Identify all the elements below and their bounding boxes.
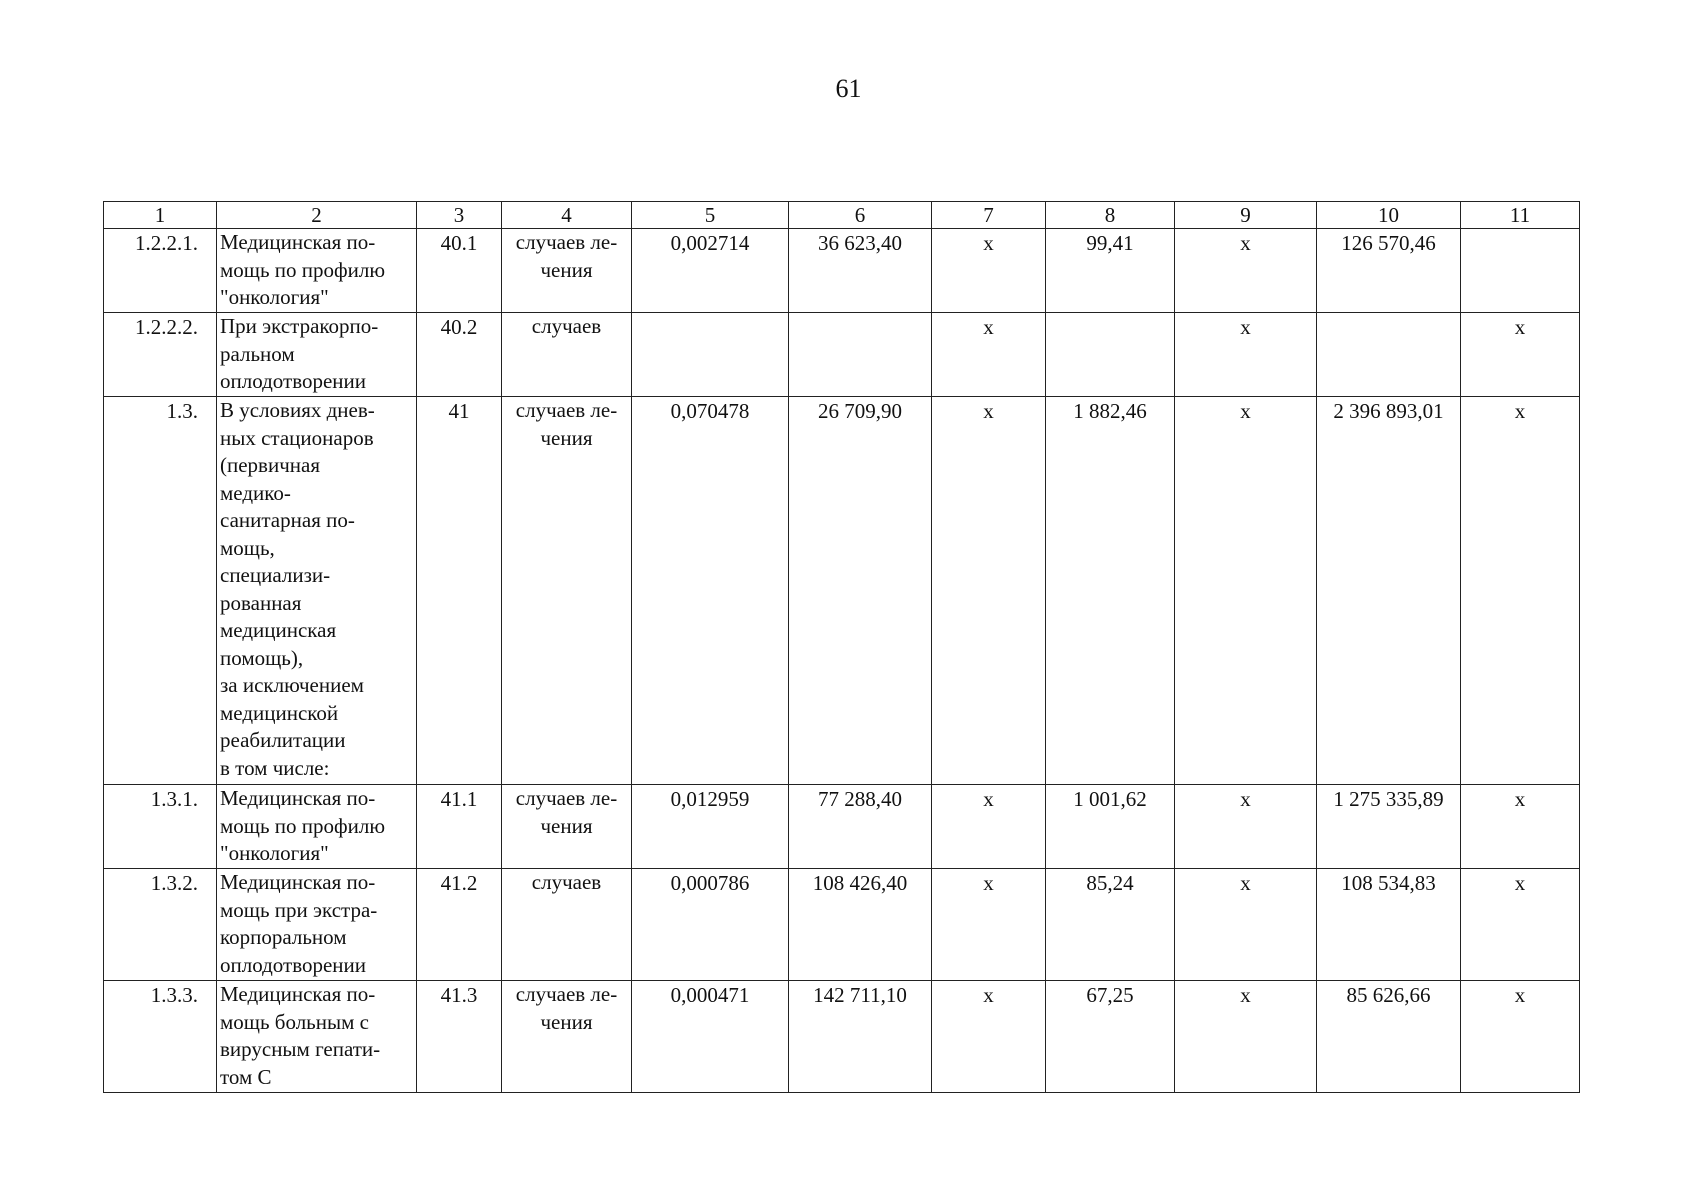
row-number: 1.3.2.: [104, 869, 217, 981]
row-value-6: 77 288,40: [789, 785, 932, 869]
row-value-5: 0,000471: [632, 981, 789, 1093]
table-row: [104, 869, 1580, 981]
row-value-6: 26 709,90: [789, 397, 932, 785]
row-unit: случаев ле- чения: [502, 229, 632, 313]
row-value-6: 108 426,40: [789, 869, 932, 981]
column-number: 10: [1317, 202, 1461, 229]
row-value-11: х: [1461, 313, 1580, 397]
row-name: Медицинская по- мощь по профилю "онкология": [217, 229, 417, 313]
row-value-11: х: [1461, 981, 1580, 1093]
row-value-10: 2 396 893,01: [1317, 397, 1461, 785]
row-name: При экстракорпо- ральном оплодотворении: [217, 313, 417, 397]
row-value-11: х: [1461, 785, 1580, 869]
table-row: [104, 981, 1580, 1093]
row-value-8: [1046, 313, 1175, 397]
column-number: 11: [1461, 202, 1580, 229]
row-name: Медицинская по- мощь при экстра- корпоральном оплодотворении: [217, 869, 417, 981]
row-code: 40.1: [417, 229, 502, 313]
row-number: 1.3.3.: [104, 981, 217, 1093]
row-code: 41.3: [417, 981, 502, 1093]
row-value-9: х: [1175, 869, 1317, 981]
row-value-10: [1317, 313, 1461, 397]
row-code: 41.1: [417, 785, 502, 869]
page-number: 61: [835, 74, 862, 103]
row-unit: случаев: [502, 869, 632, 981]
row-unit: случаев: [502, 313, 632, 397]
column-number: 5: [632, 202, 789, 229]
column-number: 3: [417, 202, 502, 229]
row-value-11: х: [1461, 397, 1580, 785]
row-code: 41.2: [417, 869, 502, 981]
row-unit: случаев ле- чения: [502, 397, 632, 785]
row-unit: случаев ле- чения: [502, 981, 632, 1093]
row-unit: случаев ле- чения: [502, 785, 632, 869]
row-value-11: [1461, 229, 1580, 313]
row-value-10: 108 534,83: [1317, 869, 1461, 981]
row-value-9: х: [1175, 397, 1317, 785]
row-value-5: [632, 313, 789, 397]
row-value-11: х: [1461, 869, 1580, 981]
row-value-7: х: [932, 229, 1046, 313]
row-value-8: 1 001,62: [1046, 785, 1175, 869]
row-name: Медицинская по- мощь больным с вирусным гепати- том С: [217, 981, 417, 1093]
row-value-9: х: [1175, 785, 1317, 869]
column-number: 6: [789, 202, 932, 229]
row-value-8: 67,25: [1046, 981, 1175, 1093]
row-value-6: [789, 313, 932, 397]
table-row: [104, 397, 1580, 785]
row-value-5: 0,070478: [632, 397, 789, 785]
row-number: 1.3.1.: [104, 785, 217, 869]
row-value-7: х: [932, 313, 1046, 397]
row-value-9: х: [1175, 229, 1317, 313]
row-value-6: 142 711,10: [789, 981, 932, 1093]
row-value-10: 1 275 335,89: [1317, 785, 1461, 869]
row-code: 41: [417, 397, 502, 785]
row-value-8: 85,24: [1046, 869, 1175, 981]
row-value-9: х: [1175, 981, 1317, 1093]
column-number: 2: [217, 202, 417, 229]
column-number: 9: [1175, 202, 1317, 229]
row-value-6: 36 623,40: [789, 229, 932, 313]
column-number: 4: [502, 202, 632, 229]
row-value-8: 99,41: [1046, 229, 1175, 313]
row-name: В условиях днев- ных стационаров (первичная медико- санитарная по- мощь, специализи- рованная медицинская помощь), за исключением медицинской реабилитации в том числе:: [217, 397, 417, 785]
column-number: 8: [1046, 202, 1175, 229]
column-number: 1: [104, 202, 217, 229]
column-number: 7: [932, 202, 1046, 229]
column-number-row: [104, 202, 1580, 229]
row-name: Медицинская по- мощь по профилю "онкология": [217, 785, 417, 869]
table-row: [104, 785, 1580, 869]
document-table: [103, 201, 1580, 1093]
row-value-5: 0,002714: [632, 229, 789, 313]
row-value-5: 0,012959: [632, 785, 789, 869]
row-value-7: х: [932, 397, 1046, 785]
table-row: [104, 229, 1580, 313]
row-number: 1.3.: [104, 397, 217, 785]
row-value-10: 85 626,66: [1317, 981, 1461, 1093]
row-value-7: х: [932, 981, 1046, 1093]
row-value-9: х: [1175, 313, 1317, 397]
row-number: 1.2.2.2.: [104, 313, 217, 397]
table-body: [104, 202, 1580, 1093]
row-value-7: х: [932, 785, 1046, 869]
table-row: [104, 313, 1580, 397]
row-value-8: 1 882,46: [1046, 397, 1175, 785]
row-value-5: 0,000786: [632, 869, 789, 981]
row-number: 1.2.2.1.: [104, 229, 217, 313]
row-value-7: х: [932, 869, 1046, 981]
row-code: 40.2: [417, 313, 502, 397]
row-value-10: 126 570,46: [1317, 229, 1461, 313]
